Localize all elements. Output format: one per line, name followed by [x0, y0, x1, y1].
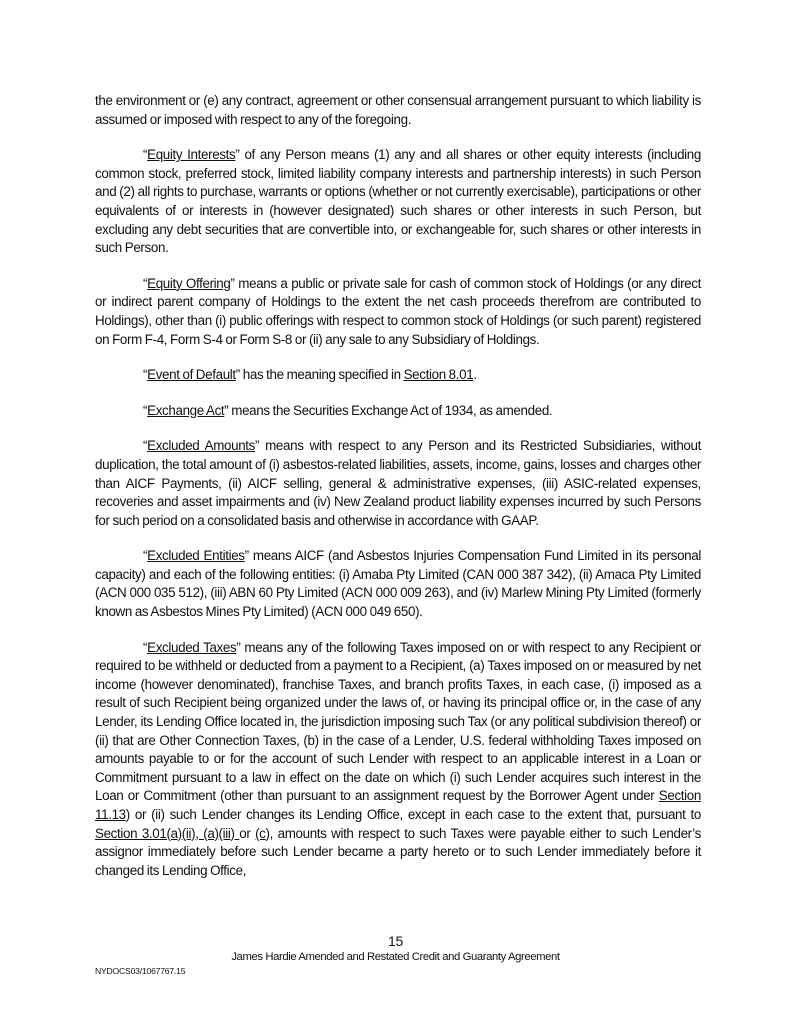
- page-number: 15: [388, 933, 403, 949]
- definition-equity-interests: [95, 146, 701, 258]
- definition-text: , amounts with respect to such Taxes were payable either to such Lender’s assignor immediately before such Lender became a party hereto or to such Lender immediately before it changed its Lending Office,: [95, 825, 701, 878]
- definition-text: ” means the Securities Exchange Act of 1934, as amended.: [224, 402, 553, 418]
- definition-text: ” means a public or private sale for cash of common stock of Holdings (or any direct or indirect parent company of Holdings to the extent the net cash proceeds therefrom are contributed to Holdings), other than (i) public offerings with respect to common stock of Holdings (or such parent) registered on Form F-4, Form S-4 or Form S-8 or (ii) any sale to any Subsidiary of Holdings.: [95, 275, 701, 347]
- open-quote: “: [143, 147, 148, 163]
- definition-excluded-entities: [95, 547, 701, 621]
- open-quote: “: [143, 275, 148, 291]
- defined-term: Equity Interests: [147, 147, 236, 163]
- defined-term: Excluded Taxes: [147, 639, 237, 655]
- paragraph-environment-continuation: [95, 92, 701, 129]
- open-quote: “: [143, 438, 148, 454]
- definition-excluded-taxes: [95, 639, 701, 881]
- definition-text: or: [239, 825, 256, 841]
- defined-term: Exchange Act: [147, 402, 225, 418]
- section-reference: (c): [255, 825, 270, 841]
- definition-text: .: [473, 367, 477, 383]
- open-quote: “: [143, 639, 148, 655]
- section-reference: Section 8.01: [403, 367, 474, 383]
- definition-excluded-amounts: [95, 437, 701, 530]
- paragraph-text: the environment or (e) any contract, agreement or other consensual arrangement pursuant to which liability is assumed or imposed with respect to any of the foregoing.: [95, 93, 701, 127]
- defined-term: Equity Offering: [147, 275, 231, 291]
- section-reference: Section 11.13: [95, 788, 701, 822]
- document-body: [95, 92, 701, 897]
- open-quote: “: [143, 367, 148, 383]
- definition-text: ) or (ii) such Lender changes its Lending Office, except in each case to the extent that, pursuant to: [125, 807, 701, 822]
- section-reference: Section 3.01(a)(ii), (a)(iii): [95, 825, 240, 841]
- definition-text: ” means AICF (and Asbestos Injuries Compensation Fund Limited in its personal capacity) and each of the following entities: (i) Amaba Pty Limited (CAN 000 387 342), (ii) Amaca Pty Limited (ACN 000 035 512), (iii) ABN 60 Pty Limited (ACN 000 009 263), and (iv) Marlew Mining Pty Limited (formerly known as Asbestos Mines Pty Limited) (ACN 000 049 650).: [95, 548, 701, 620]
- definition-exchange-act: [95, 402, 701, 421]
- definition-text: ” has the meaning specified in: [235, 367, 404, 383]
- defined-term: Excluded Entities: [147, 548, 245, 564]
- open-quote: “: [143, 402, 148, 418]
- document-id: NYDOCS03/1067767.15: [95, 966, 186, 976]
- definition-equity-offering: [95, 275, 701, 349]
- definition-text: ” of any Person means (1) any and all shares or other equity interests (including common stock, preferred stock, limited liability company interests and partnership interests) in such Person and (2) all rights to purchase, warrants or options (whether or not currently exercisable), participations or other equivalents of or interests in (however designated) such shares or other interests in such Person, but excluding any debt securities that are convertible into, or exchangeable for, such shares or other interests in such Person.: [95, 147, 701, 256]
- defined-term: Excluded Amounts: [147, 438, 256, 454]
- definition-text: ” means with respect to any Person and its Restricted Subsidiaries, without duplication, the total amount of (i) asbestos-related liabilities, assets, income, gains, losses and charges other than AICF Payments, (ii) AICF selling, general & administrative expenses, (iii) ASIC-related expenses, recoveries and asset impairments and (iv) New Zealand product liability expenses incurred by such Persons for such period on a consolidated basis and otherwise in accordance with GAAP.: [95, 438, 701, 528]
- defined-term: Event of Default: [147, 367, 236, 383]
- footer-title: James Hardie Amended and Restated Credit and Guaranty Agreement: [231, 951, 560, 963]
- definition-event-of-default: [95, 366, 701, 385]
- definition-text: ” means any of the following Taxes imposed on or with respect to any Recipient or required to be withheld or deducted from a payment to a Recipient, (a) Taxes imposed on or measured by net income (however denominated), franchise Taxes, and branch profits Taxes, in each case, (i) imposed as a result of such Recipient being organized under the laws of, or having its principal office or, in the case of any Lender, its Lending Office located in, the jurisdiction imposing such Tax (or any political subdivision thereof) or (ii) that are Other Connection Taxes, (b) in the case of a Lender, U.S. federal withholding Taxes imposed on amounts payable to or for the account of such Lender with respect to an applicable interest in a Loan or Commitment pursuant to a law in effect on the date on which (i) such Lender acquires such interest in the Loan or Commitment (other than pursuant to an assignment request by the Borrower Agent under: [95, 639, 701, 804]
- open-quote: “: [143, 548, 148, 564]
